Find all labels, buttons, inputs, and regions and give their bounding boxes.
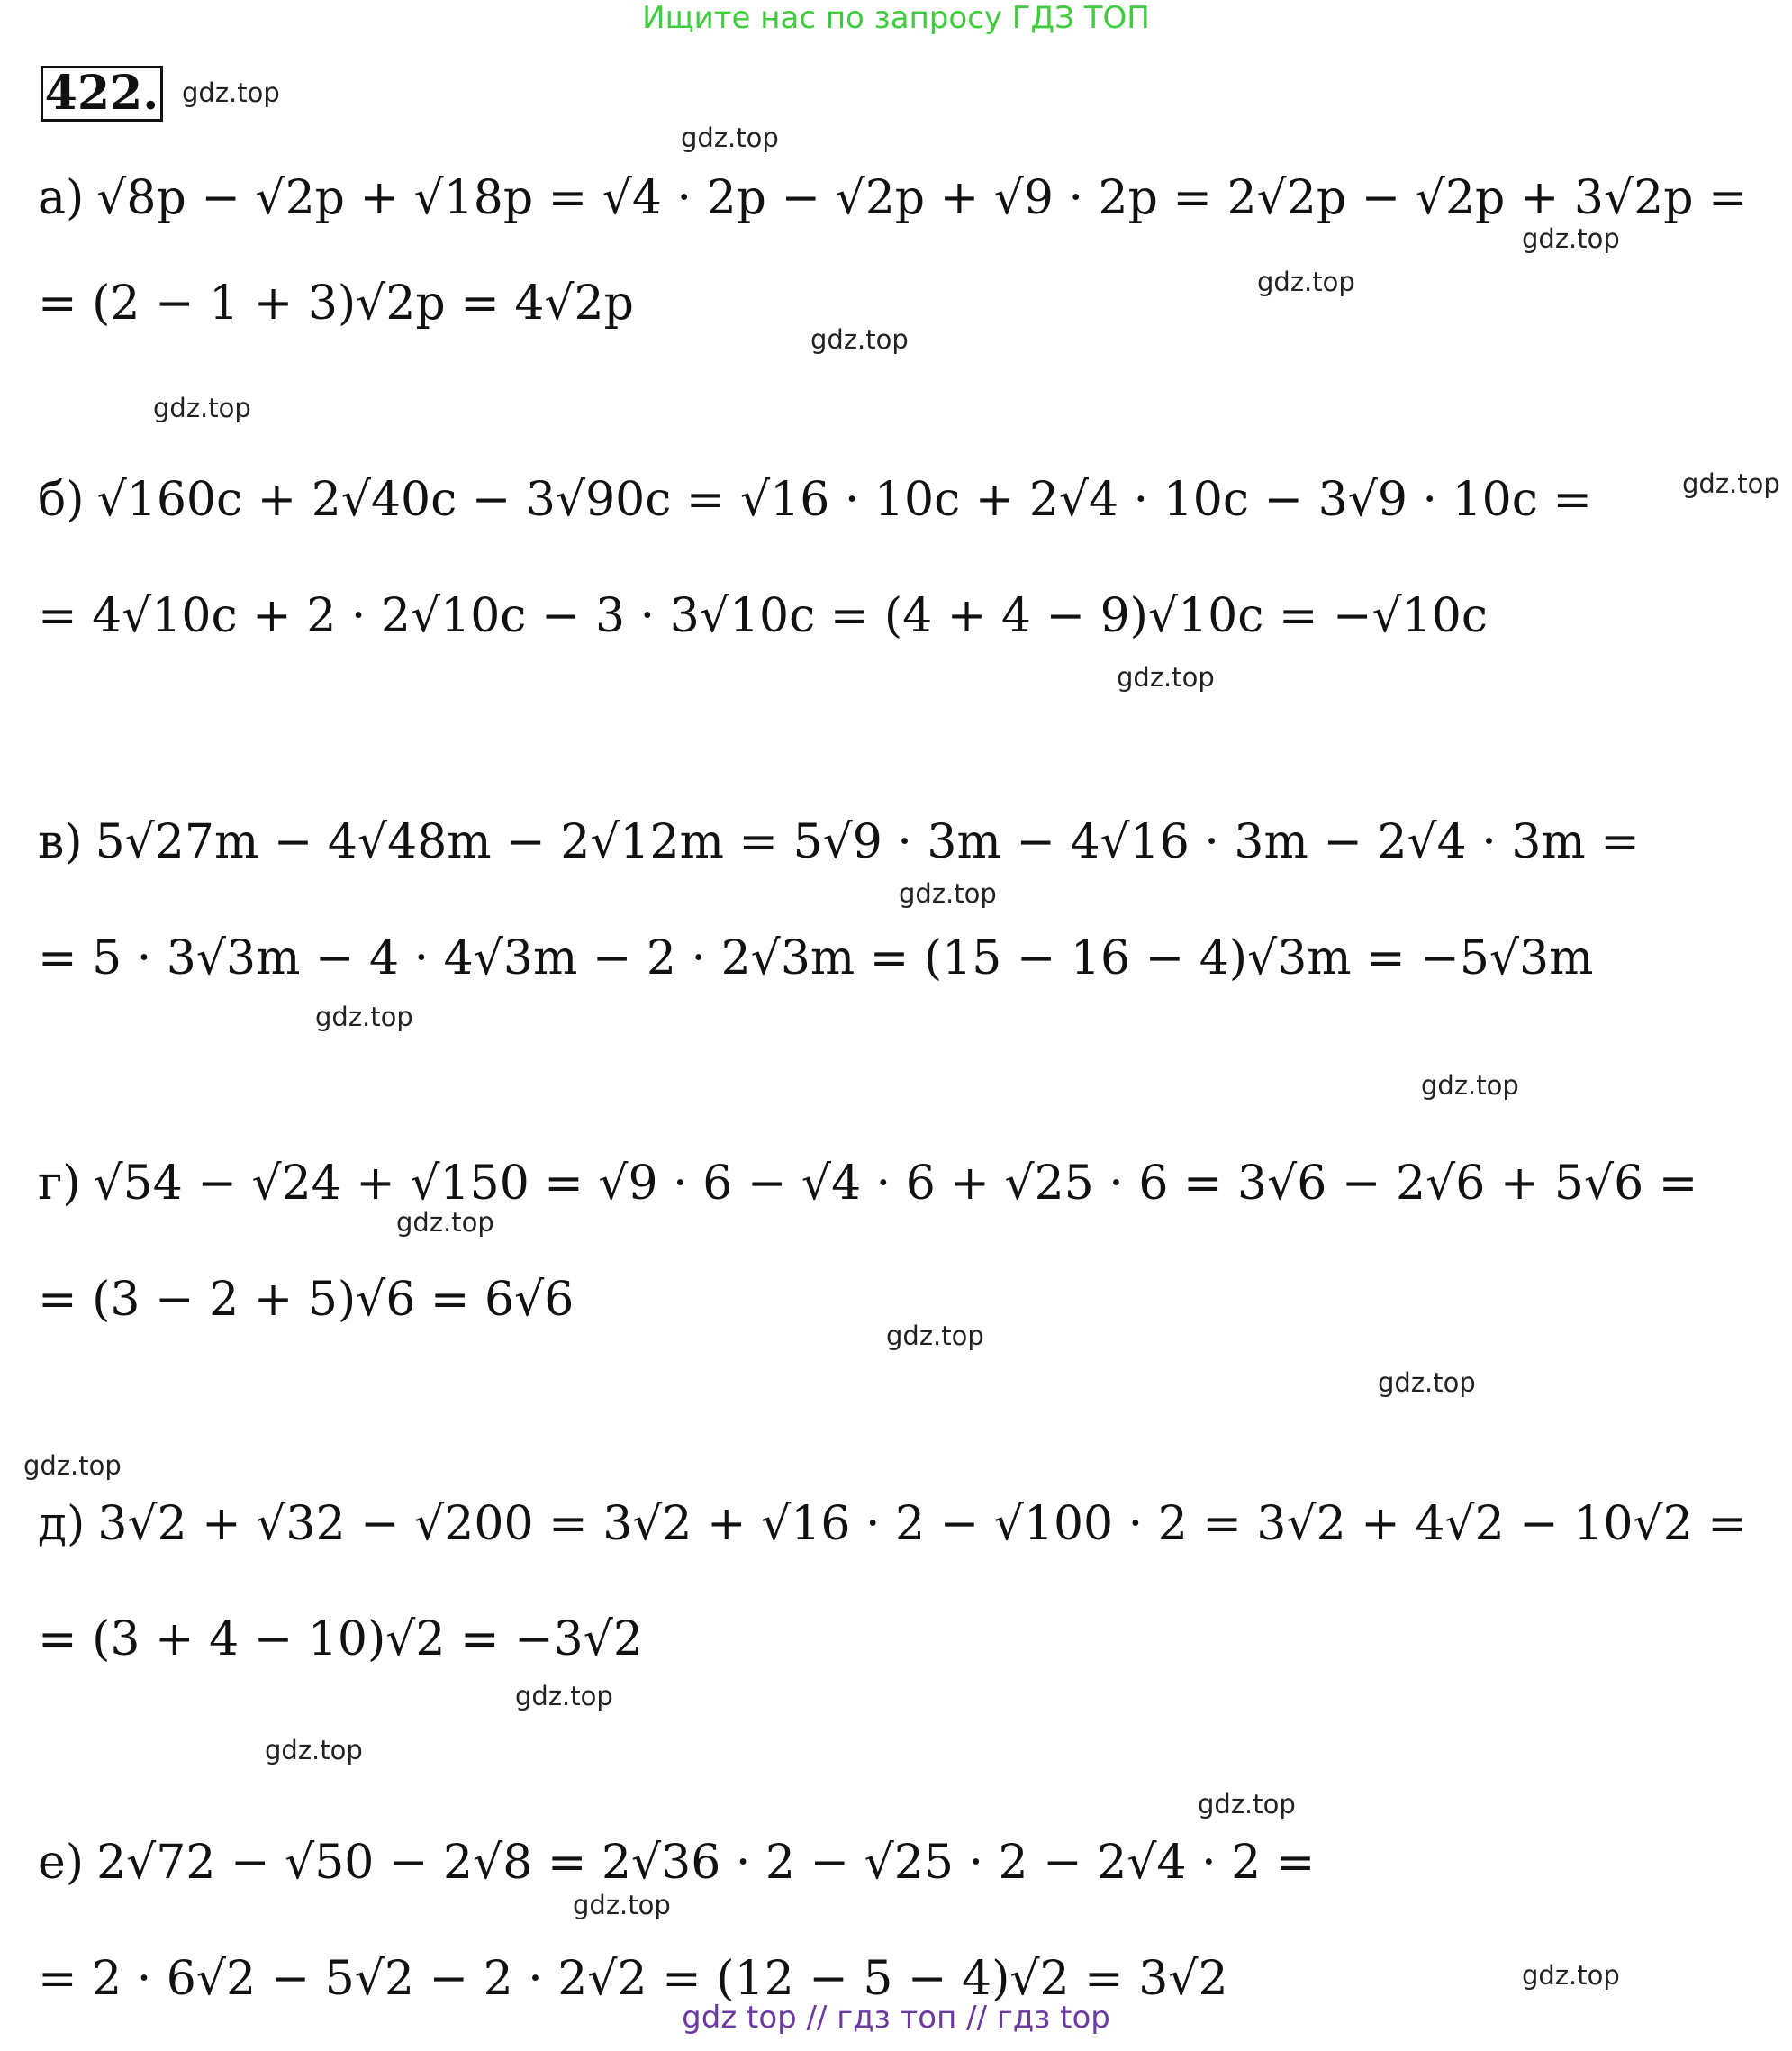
part-d-line-2 [38,1271,574,1329]
part-a-line-1 [38,169,1748,227]
watermark: gdz.top [1257,267,1355,297]
equation: = 4√10c + 2 · 2√10c − 3 · 3√10c = (4 + 4 − 9)√10c = −√10c [38,589,1488,643]
watermark: gdz.top [396,1207,494,1238]
watermark: gdz.top [1522,223,1620,254]
watermark: gdz.top [1682,468,1780,499]
watermark: gdz.top [265,1735,363,1765]
equation: = (3 + 4 − 10)√2 = −3√2 [38,1612,643,1666]
footer-watermark: gdz top // гдз топ // гдз top [682,2000,1110,2036]
equation: = (3 − 2 + 5)√6 = 6√6 [38,1273,575,1327]
watermark: gdz.top [886,1320,984,1351]
part-c-line-1 [38,813,1640,871]
part-label: д) [38,1497,86,1551]
watermark: gdz.top [810,324,909,355]
equation: = 2 · 6√2 − 5√2 − 2 · 2√2 = (12 − 5 − 4)√2 = 3√2 [38,1952,1228,2006]
part-a-line-2 [38,275,634,332]
part-label: в) [38,815,83,869]
watermark: gdz.top [515,1681,613,1711]
watermark: gdz.top [1421,1070,1519,1101]
watermark: gdz.top [1378,1367,1476,1398]
watermark: gdz.top [1117,662,1215,693]
part-label: е) [38,1836,85,1890]
equation: 3√2 + √32 − √200 = 3√2 + √16 · 2 − √100 · 2 = 3√2 + 4√2 − 10√2 = [97,1497,1747,1551]
part-d-line-1 [38,1155,1697,1212]
equation: 5√27m − 4√48m − 2√12m = 5√9 · 3m − 4√16 · 3m − 2√4 · 3m = [95,815,1640,869]
part-e-line-1 [38,1495,1747,1553]
exercise-number: 422. [41,66,163,122]
watermark: gdz.top [23,1450,122,1481]
equation: √8p − √2p + √18p = √4 · 2p − √2p + √9 · 2p = 2√2p − √2p + 3√2p = [96,171,1748,225]
watermark: gdz.top [182,77,280,108]
part-e-line-2 [38,1611,643,1668]
part-b-line-1 [38,471,1592,529]
watermark: gdz.top [899,878,997,909]
part-b-line-2 [38,587,1488,645]
watermark: gdz.top [153,393,251,423]
equation: = 5 · 3√3m − 4 · 4√3m − 2 · 2√3m = (15 − 16 − 4)√3m = −5√3m [38,931,1594,985]
watermark: gdz.top [315,1002,413,1032]
part-f-line-1 [38,1834,1315,1892]
equation: = (2 − 1 + 3)√2p = 4√2p [38,277,634,331]
part-label: а) [38,171,85,225]
watermark: gdz.top [681,123,779,153]
part-label: б) [38,473,85,527]
equation: √160c + 2√40c − 3√90c = √16 · 10c + 2√4 · 10c − 3√9 · 10c = [96,473,1592,527]
equation: √54 − √24 + √150 = √9 · 6 − √4 · 6 + √25 · 6 = 3√6 − 2√6 + 5√6 = [93,1157,1698,1211]
site-banner: Ищите нас по запросу ГДЗ ТОП [642,0,1150,36]
part-c-line-2 [38,930,1593,987]
watermark: gdz.top [1522,1960,1620,1991]
watermark: gdz.top [573,1890,671,1920]
equation: 2√72 − √50 − 2√8 = 2√36 · 2 − √25 · 2 − 2√4 · 2 = [96,1836,1316,1890]
watermark: gdz.top [1198,1789,1296,1820]
part-label: г) [38,1157,81,1211]
